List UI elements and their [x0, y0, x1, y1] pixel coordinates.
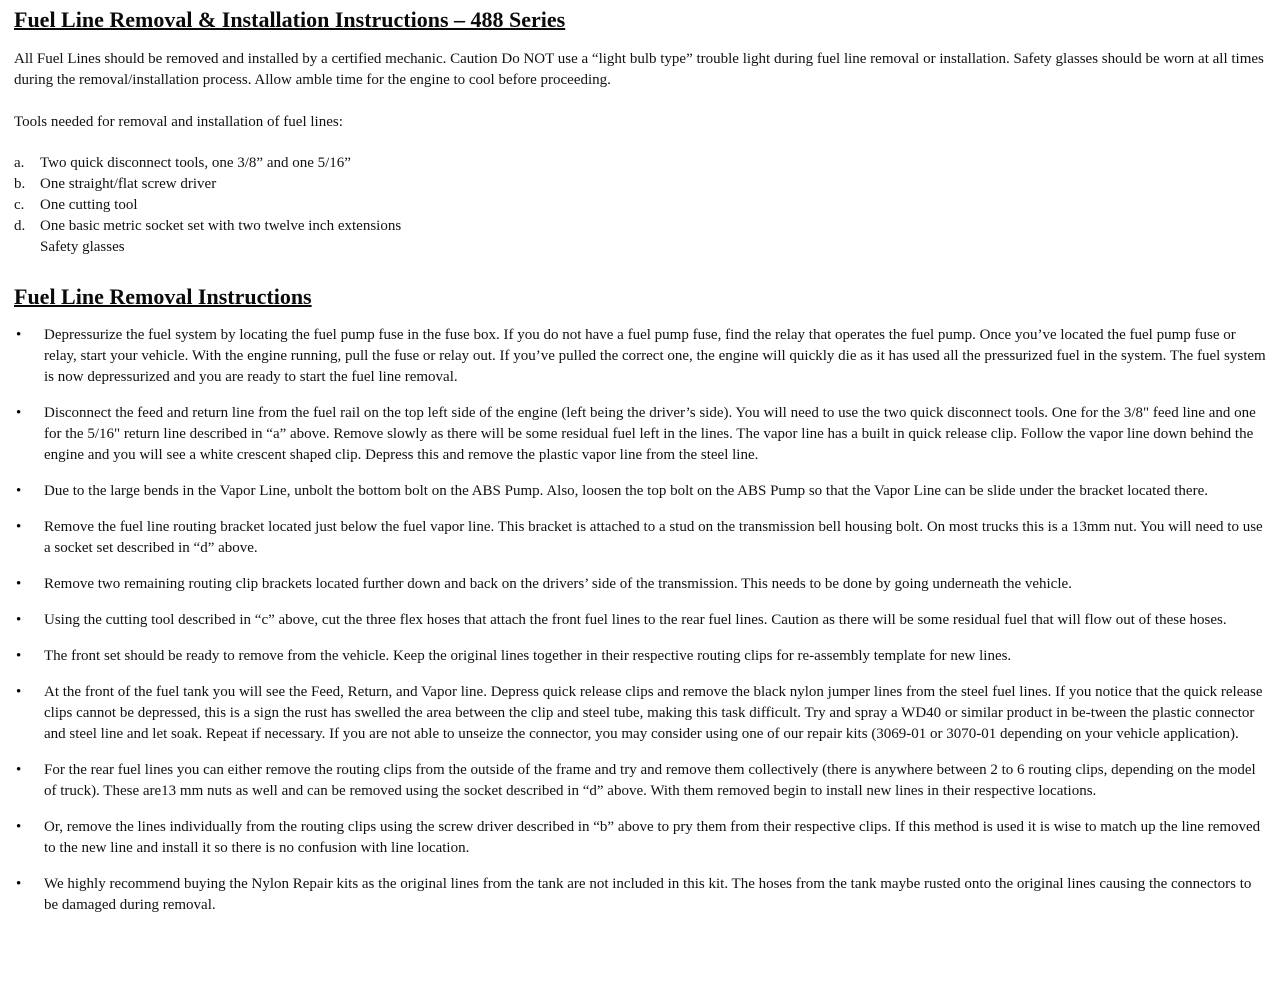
list-item [14, 517, 1266, 559]
list-item [14, 153, 1266, 174]
bullet-icon: • [16, 519, 22, 535]
list-item [14, 760, 1266, 802]
list-marker: c. [14, 197, 25, 213]
list-item-text: One cutting tool [40, 197, 138, 213]
list-item [14, 574, 1266, 595]
list-item [14, 481, 1266, 502]
list-item [14, 325, 1266, 388]
list-item-text: At the front of the fuel tank you will see the Feed, Return, and Vapor line. Depress quick release clips and remove the black nylon jumper lines from the steel fuel lines. If you notice that the quick release clips cannot be depressed, this is a sign the rust has swelled the area between the clip and steel tube, making this task difficult. Try and spray a WD40 or similar product in be-tween the plastic connector and steel line and let soak. Repeat if necessary. If you are not able to unseize the connector, you may consider using one of our repair kits (3069-01 or 3070-01 depending on your vehicle application). [44, 684, 1263, 742]
bullet-icon: • [16, 762, 22, 778]
list-marker: b. [14, 176, 26, 192]
list-item [14, 874, 1266, 916]
list-item [14, 682, 1266, 745]
bullet-icon: • [16, 684, 22, 700]
list-item [14, 216, 1266, 237]
bullet-icon: • [16, 327, 22, 343]
bullet-icon: • [16, 648, 22, 664]
bullet-icon: • [16, 819, 22, 835]
list-item-text: One straight/flat screw driver [40, 176, 217, 192]
list-marker: a. [14, 155, 25, 171]
bullet-icon: • [16, 612, 22, 628]
bullet-icon: • [16, 405, 22, 421]
list-item-continuation: Safety glasses [40, 239, 125, 255]
list-marker: d. [14, 218, 26, 234]
list-item-text: Due to the large bends in the Vapor Line, unbolt the bottom bolt on the ABS Pump. Also, loosen the top bolt on the ABS Pump so that the Vapor Line can be slide under the bracket located there. [44, 483, 1208, 499]
list-item-text: Or, remove the lines individually from the routing clips using the screw driver described in “b” above to pry them from their respective clips. If this method is used it is wise to match up the line removed to the new line and install it so there is no confusion with line location. [44, 819, 1261, 856]
list-item [14, 174, 1266, 195]
bullet-icon: • [16, 876, 22, 892]
list-item-text: Depressurize the fuel system by locating the fuel pump fuse in the fuse box. If you do not have a fuel pump fuse, find the relay that operates the fuel pump. Once you’ve located the fuel pump fuse or relay, start your vehicle. With the engine running, pull the fuse or relay out. If you’ve pulled the correct one, the engine will quickly die as it has used all the pressurized fuel in the system. The fuel system is now depressurized and you are ready to start the fuel line removal. [44, 327, 1266, 385]
list-item [14, 646, 1266, 667]
bullet-icon: • [16, 576, 22, 592]
list-item-text: For the rear fuel lines you can either remove the routing clips from the outside of the frame and try and remove them collectively (there is anywhere between 2 to 6 routing clips, depending on the model of truck). These are13 mm nuts as well and can be removed using the socket described in “d” above. With them removed begin to install new lines in their respective locations. [44, 762, 1256, 799]
list-item-text: We highly recommend buying the Nylon Repair kits as the original lines from the tank are not included in this kit. The hoses from the tank maybe rusted onto the original lines causing the connectors to be damaged during removal. [44, 876, 1252, 913]
removal-steps-list [14, 325, 1266, 916]
document-title: Fuel Line Removal & Installation Instructions – 488 Series [14, 7, 566, 32]
bullet-icon: • [16, 483, 22, 499]
list-item [14, 195, 1266, 216]
list-item [14, 610, 1266, 631]
tools-needed-intro: Tools needed for removal and installation of fuel lines: [14, 114, 343, 130]
list-item-text: Using the cutting tool described in “c” above, cut the three flex hoses that attach the front fuel lines to the rear fuel lines. Caution as there will be some residual fuel that will flow out of these hoses. [44, 612, 1227, 628]
list-item [14, 403, 1266, 466]
list-item-text: Disconnect the feed and return line from the fuel rail on the top left side of the engine (left being the driver’s side). You will need to use the two quick disconnect tools. One for the 3/8" feed line and one for the 5/16" return line described in “a” above. Remove slowly as there will be some residual fuel left in the lines. The vapor line has a built in quick release clip. Follow the vapor line down behind the engine and you will see a white crescent shaped clip. Depress this and remove the plastic vapor line from the steel line. [44, 405, 1256, 463]
list-item-text: The front set should be ready to remove from the vehicle. Keep the original lines together in their respective routing clips for re-assembly template for new lines. [44, 648, 1012, 664]
list-item-text: One basic metric socket set with two twelve inch extensions [40, 218, 402, 234]
list-item-text: Remove two remaining routing clip brackets located further down and back on the drivers’ side of the transmission. This needs to be done by going underneath the vehicle. [44, 576, 1072, 592]
section-title: Fuel Line Removal Instructions [14, 284, 312, 309]
list-item-text: Remove the fuel line routing bracket located just below the fuel vapor line. This bracket is attached to a stud on the transmission bell housing bolt. On most trucks this is a 13mm nut. You will need to use a socket set described in “d” above. [44, 519, 1263, 556]
tools-list [14, 153, 1266, 258]
list-item [14, 817, 1266, 859]
intro-paragraph: All Fuel Lines should be removed and installed by a certified mechanic. Caution Do NOT use a “light bulb type” trouble light during fuel line removal or installation. Safety glasses should be worn at all times during the removal/installation process. Allow amble time for the engine to cool before proceeding. [14, 51, 1264, 88]
list-item-text: Two quick disconnect tools, one 3/8” and one 5/16” [40, 155, 351, 171]
